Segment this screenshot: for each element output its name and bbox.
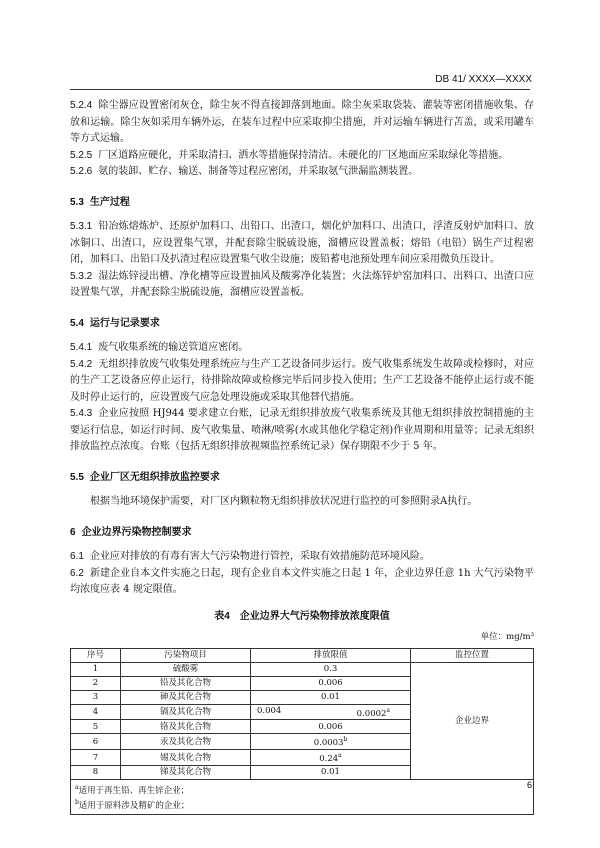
monitoring-location: 企业边界 [411,662,534,779]
header-rule [70,89,530,90]
clause-5-2-6: 5.2.6 氨的装卸、贮存、输送、制备等过程应密闭，并采取氨气泄漏监测装置。 [70,166,419,177]
clause-5-2-5: 5.2.5 厂区道路应硬化，并采取清扫、洒水等措施保持清洁。未硬化的厂区地面应采取绿化等措施。 [70,149,509,161]
emission-limit-table [70,648,534,815]
table-row: 6 汞及其化合物 0.0003$^b$ [71,734,534,750]
table-row: 8 锑及其化合物 0.01 [71,765,534,779]
document-code: DB 41/ XXXX—XXXX [435,74,532,85]
table-note: $^a$适用于再生铅、再生锌企业； [75,783,190,796]
table-unit: 单位：mg/m³ [480,632,534,642]
table-row: 4 镉及其化合物 0.004 0.0002$^a$ [71,704,534,720]
table-row: 5 铬及其化合物 0.006 [71,720,534,734]
clause-5-4-3: 5.4.3 企业应按照 HJ944 要求建立台账，记录无组织排放废气收集系统及其他无组织排放控制措施的主要运行信息，如运行时间、废气收集量、喷淋/喷雾(水或其他化学稳定剂)作业周期和用量等；记录无组织排放监控点浓度。台账（包括无组织排放视频监控系统记录）保存期限不少于 5 年。 [70,408,534,452]
page-number: 6 [526,780,532,790]
table-row: 7 锡及其化合物 0.24$^a$ [71,750,534,766]
clause-5-4-2: 5.4.2 无组织排放废气收集处理系统应与生产工艺设备同步运行。废气收集系统发生故障或检修时，对应的生产工艺设备应停止运行，待排除故障或检修完毕后同步投入使用；生产工艺设备不能停止运行或不能及时停止运行的，应设置废气应急处理设施或采取其他替代措施。 [70,358,534,403]
header-no: 序号 [71,648,121,662]
clause-5-5-text: 根据当地环境保护需要，对厂区内颗粒物无组织排放状况进行监控的可参照附录A执行。 [90,496,478,507]
clause-5-2-4: 5.2.4 除尘器应设置密闭灰仓，除尘灰不得直接卸落到地面。除尘灰采取袋装、灌装等密闭措施收集、存放和运输。除尘灰如采用车辆外运，在装车过程中应采取抑尘措施，并对运输车辆进行苫盖，或采用罐车等方式运输。 [70,100,534,144]
clause-5-3-2: 5.3.2 湿法炼锌浸出槽、净化槽等应设置抽风及酸雾净化装置；火法炼锌炉窑加料口、出料口、出渣口应设置集气罩，并配套除尘脱硫设施，溜槽应设置盖板。 [70,270,534,298]
header-location: 监控位置 [411,648,534,662]
table-note: $^b$适用于原料涉及精矿的企业； [75,798,190,811]
clause-5-3-1: 5.3.1 铅冶炼熔炼炉、还原炉加料口、出铅口、出渣口，烟化炉加料口、出渣口，浮渣反射炉加料口、放冰铜口、出渣口，应设置集气罩，并配套除尘脱硫设施，溜槽应设置盖板；熔铅（电铅）锅生产过程密闭，加料口、出铅口及扒渣过程应设置集气收尘设施；废铅蓄电池预处理车间应采用微负压设计。 [70,221,534,265]
table-notes [71,779,534,814]
table-header-row [71,648,534,662]
header-limit: 排放限值 [251,648,411,662]
clause-5-4-1: 5.4.1 废气收集系统的输送管道应密闭。 [70,342,249,353]
table-row: 1 硫酸雾 0.3 企业边界 [71,662,534,676]
header-item: 污染物项目 [121,648,251,662]
section-6-heading: 6 企业边界污染物控制要求 [70,526,192,538]
clause-6-1: 6.1 企业应对排放的有毒有害大气污染物进行管控，采取有效措施防范环境风险。 [70,551,430,562]
clause-6-2: 6.2 新建企业自本文件实施之日起，现有企业自本文件实施之日起 1 年，企业边界任意 1h 大气污染物平均浓度应表 4 规定限值。 [70,567,534,595]
section-5-4-heading: 5.4 运行与记录要求 [70,317,160,329]
table-caption: 表4 企业边界大气污染物排放浓度限值 [214,610,390,622]
table-row: 2 铅及其化合物 0.006 [71,676,534,690]
section-5-5-heading: 5.5 企业厂区无组织排放监控要求 [70,471,220,483]
section-5-3-heading: 5.3 生产过程 [70,196,130,208]
table-row: 3 砷及其化合物 0.01 [71,690,534,704]
document-body [70,98,534,815]
